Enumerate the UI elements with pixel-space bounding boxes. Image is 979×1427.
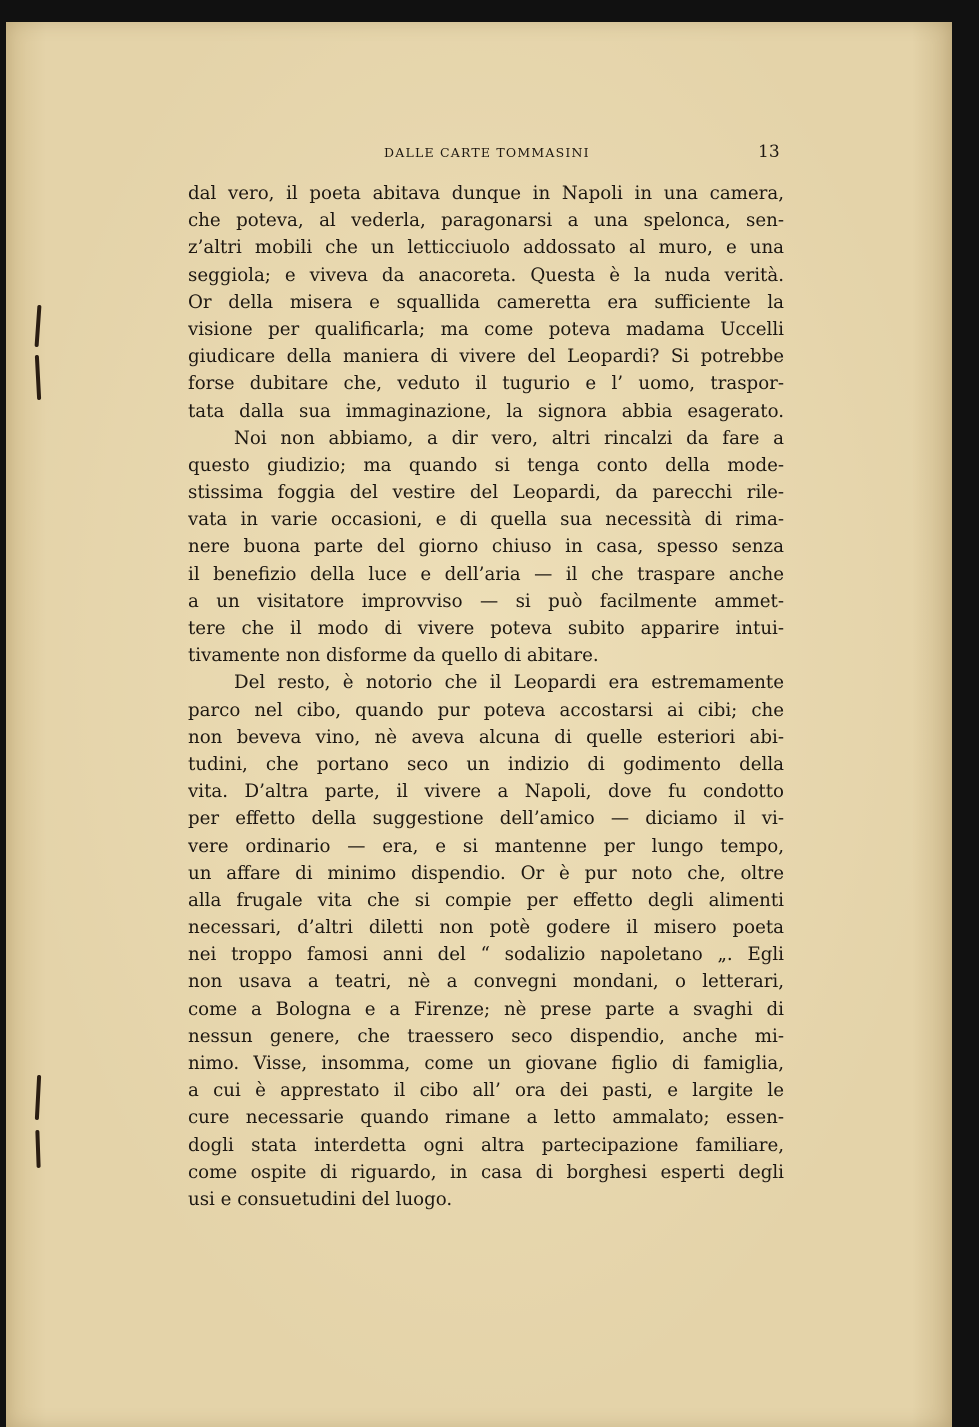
text-line: a cui è apprestato il cibo all’ ora dei pasti, e largite le (188, 1080, 784, 1102)
text-line: necessari, d’altri diletti non potè godere il misero poeta (188, 917, 784, 939)
text-line: nessun genere, che traessero seco dispendio, anche mi- (188, 1025, 784, 1047)
text-line: nimo. Visse, insomma, come un giovane figlio di famiglia, (188, 1053, 784, 1074)
text-line: alla frugale vita che si compie per effetto degli alimenti (188, 889, 784, 911)
text-line: nere buona parte del giorno chiuso in casa, spesso senza (188, 536, 784, 558)
running-title: DALLE CARTE TOMMASINI (384, 145, 590, 160)
text-line: seggiola; e viveva da anacoreta. Questa è la nuda verità. (188, 264, 784, 286)
text-line: parco nel cibo, quando pur poteva accostarsi ai cibi; che (188, 699, 784, 721)
text-line: stissima foggia del vestire del Leopardi, da parecchi rile- (188, 482, 784, 504)
text-line: dal vero, il poeta abitava dunque in Napoli in una camera, (188, 183, 784, 204)
text-line: z’altri mobili che un letticciuolo addossato al muro, e una (188, 237, 784, 259)
text-line: visione per qualificarla; ma come poteva madama Uccelli (188, 318, 784, 340)
text-line: dogli stata interdetta ogni altra partecipazione familiare, (188, 1134, 784, 1156)
text-line: un affare di minimo dispendio. Or è pur noto che, oltre (188, 862, 784, 884)
text-line: per effetto della suggestione dell’amico — diciamo il vi- (188, 808, 784, 830)
text-line: Del resto, è notorio che il Leopardi era estremamente (234, 672, 784, 694)
text-line: vata in varie occasioni, e di quella sua necessità di rima- (188, 509, 784, 531)
text-line: vere ordinario — era, e si mantenne per lungo tempo, (188, 835, 784, 857)
text-line: vita. D’altra parte, il vivere a Napoli, dove fu condotto (188, 781, 784, 803)
text-line: come a Bologna e a Firenze; nè prese parte a svaghi di (188, 998, 784, 1020)
text-line: usi e consuetudini del luogo. (188, 1188, 453, 1210)
text-line: tata dalla sua immaginazione, la signora abbia esagerato. (188, 400, 784, 422)
body-text (188, 180, 784, 1213)
text-line: il benefizio della luce e dell’aria — il che traspare anche (188, 563, 784, 585)
text-line: non usava a teatri, nè a convegni mondani, o letterari, (188, 971, 784, 993)
text-line: non beveva vino, nè aveva alcuna di quelle esteriori abi- (188, 726, 784, 748)
binding-thread-top (33, 305, 45, 405)
text-line: giudicare della maniera di vivere del Leopardi? Si potrebbe (188, 346, 784, 368)
text-line: nei troppo famosi anni del “ sodalizio napoletano „. Egli (188, 944, 784, 966)
text-line: Or della misera e squallida cameretta era sufficiente la (188, 291, 784, 313)
binding-thread-bottom (33, 1075, 45, 1170)
page-number: 13 (758, 142, 780, 162)
text-line: come ospite di riguardo, in casa di borghesi esperti degli (188, 1161, 784, 1183)
text-line: cure necessarie quando rimane a letto ammalato; essen- (188, 1107, 784, 1129)
text-line: Noi non abbiamo, a dir vero, altri rincalzi da fare a (234, 427, 784, 449)
text-line: questo giudizio; ma quando si tenga conto della mode- (188, 454, 784, 476)
running-head (0, 142, 979, 165)
text-line: tivamente non disforme da quello di abitare. (188, 645, 599, 667)
text-line: tere che il modo di vivere poteva subito apparire intui- (188, 618, 784, 639)
text-line: che poteva, al vederla, paragonarsi a una spelonca, sen- (188, 210, 784, 232)
text-line: forse dubitare che, veduto il tugurio e l’ uomo, traspor- (188, 373, 784, 395)
text-line: tudini, che portano seco un indizio di godimento della (188, 753, 784, 775)
text-line: a un visitatore improvviso — si può facilmente ammet- (188, 590, 784, 612)
